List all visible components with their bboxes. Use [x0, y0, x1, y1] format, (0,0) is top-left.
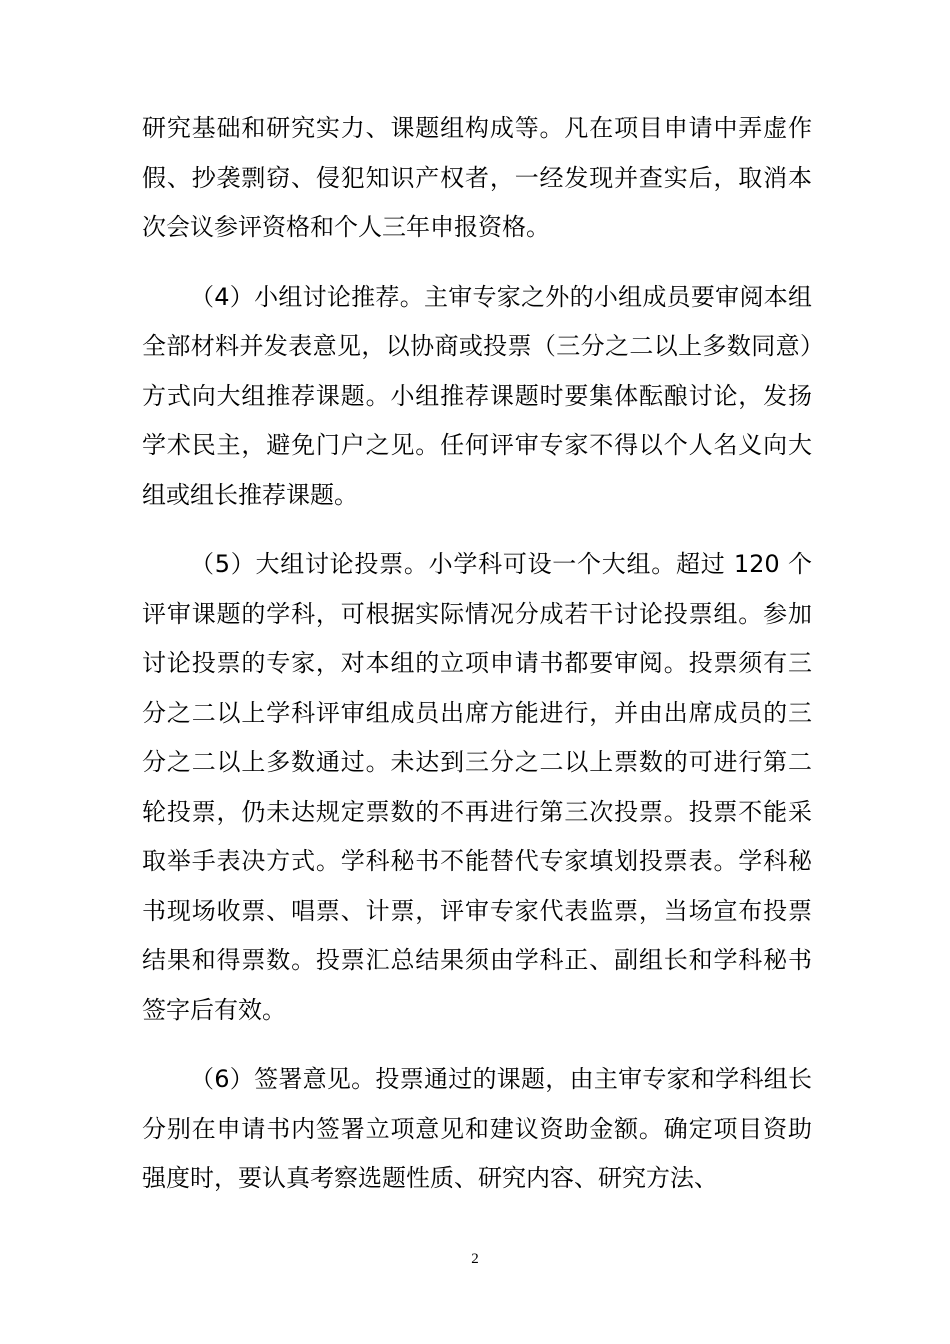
page-number: 2 [471, 1251, 479, 1267]
paragraph-panel-voting: （5）大组讨论投票。小学科可设一个大组。超过 120 个评审课题的学科，可根据实际情况分成若干讨论投票组。参加讨论投票的专家，对本组的立项申请书都要审阅。投票须有三分之二以上学科评审组成员出席方能进行，并由出席成员的三分之二以上多数通过。未达到三分之二以上票数的可进行第二轮投票，仍未达规定票数的不再进行第三次投票。投票不能采取举手表决方式。学科秘书不能替代专家填划投票表。学科秘书现场收票、唱票、计票，评审专家代表监票，当场宣布投票结果和得票数。投票汇总结果须由学科正、副组长和学科秘书签字后有效。 [142, 550, 812, 1024]
paragraph-continued: 研究基础和研究实力、课题组构成等。凡在项目申请中弄虚作假、抄袭剽窃、侵犯知识产权者，一经发现并查实后，取消本次会议参评资格和个人三年申报资格。 [142, 114, 812, 241]
paragraph-signing-opinions: （6）签署意见。投票通过的课题，由主审专家和学科组长分别在申请书内签署立项意见和建议资助金额。确定项目资助强度时，要认真考察选题性质、研究内容、研究方法、 [142, 1065, 812, 1192]
paragraph-group-recommendation: （4）小组讨论推荐。主审专家之外的小组成员要审阅本组全部材料并发表意见，以协商或投票（三分之二以上多数同意）方式向大组推荐课题。小组推荐课题时要集体酝酿讨论，发扬学术民主，避免门户之见。任何评审专家不得以个人名义向大组或组长推荐课题。 [142, 282, 812, 509]
document-body [142, 104, 812, 1204]
